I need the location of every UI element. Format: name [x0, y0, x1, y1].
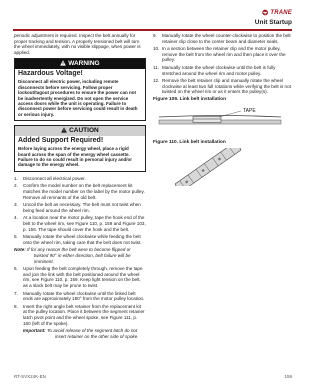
- left-column: [14, 33, 146, 341]
- important-text: To avoid release of the segment latch do not insert retainer on the other side of spoke.: [47, 328, 139, 339]
- warning-header: [15, 59, 145, 69]
- warning-body: Disconnect all electric power, including remote disconnects before servicing. Follow proper lockout/tagout procedures to ensure the power can not be inadvertently energized. Do not open the service access doors while the unit is operating. Failure to disconnect power before servicing could result in death or serious injury.: [18, 79, 138, 117]
- page-number: 159: [284, 374, 292, 379]
- note: [14, 247, 146, 264]
- steps-list-continued: [14, 266, 146, 326]
- header-rule: [13, 29, 292, 31]
- brand-logo: [262, 8, 292, 17]
- list-item: 9. Manually rotate the wheel counter-clockwise to position the belt retainer clip close to the center beam and diameter seals.: [153, 33, 291, 44]
- list-item: 2. Confirm the model number on the belt replacement kit matches the model number on the label by the motor pulley. Remove all remnants of the old belt.: [14, 183, 145, 200]
- section-title: Unit Startup: [254, 19, 292, 26]
- note-text: If for any reason the belt were to become flipped or twisted 90° in either direction, belt failure will be imminent.: [27, 247, 131, 264]
- list-item: 7. Manually rotate the wheel clockwise until the linked belt ends are approximately 180° from the motor pulley location.: [14, 290, 145, 302]
- list-item: 12. Remove the belt retainer clip and manually rotate the wheel clockwise at least two full rotations while verifying the belt is not twisted on the wheel rim or as it enters the pulley(s).: [153, 78, 291, 95]
- warning-triangle-icon: [60, 60, 66, 66]
- caution-label: CAUTION: [69, 127, 99, 135]
- list-item: 4. At a location near the motor pulley, tape the hook end of the belt to the wheel rim, see Figure 110, p. 159 and Figure 103, p. 156. The tape should cover the hook and the belt.: [14, 215, 146, 232]
- warning-title: Hazardous Voltage!: [18, 70, 83, 78]
- warning-label: WARNING: [68, 60, 100, 68]
- caution-box: [14, 125, 146, 172]
- caution-triangle-icon: [61, 127, 67, 133]
- figure-109-caption: Figure 109. Link belt installation: [153, 96, 227, 102]
- right-column: [153, 33, 291, 191]
- figure-109-illustration: [153, 105, 285, 133]
- caution-body: Before laying across the energy wheel, place a rigid board across the span of the energy wheel cassette. Failure to do so could result in personal injury and/or damage to the energy wheel.: [18, 146, 133, 168]
- list-item: 8. Insert the right angle belt retainer from the replacement kit at the pulley location. Place it between the segment retainer latch pivot point and the wheel spoke, see Figure 111, p. 160 (left of the spoke).: [14, 303, 145, 326]
- warning-box: [14, 58, 146, 121]
- important-label: Important:: [23, 328, 46, 334]
- caution-header: [15, 126, 145, 136]
- note-label: Note:: [14, 247, 26, 253]
- tape-label: TAPE: [243, 107, 256, 114]
- steps-list: [14, 176, 146, 246]
- list-item: 6. Upon feeding the belt completely through, remove the tape and join the link with the belt positioned around the wheel rim, see Figure 110, p. 159. Keep light tension on the belt, as a slack belt may be prone to twist.: [14, 266, 143, 288]
- figure-110-illustration: [153, 148, 263, 186]
- important-note: [23, 328, 146, 339]
- intro-paragraph: periodic adjustment is required. Inspect the belt annually for proper tracking and tension. A properly tensioned belt will turn the wheel immediately, with no visible slippage, when power is applied.: [14, 33, 141, 55]
- doc-id: RT-SVX24K-EN: [14, 374, 46, 379]
- figure-110-caption: Figure 110. Link belt installation: [153, 140, 226, 146]
- list-item: 5. Manually rotate the wheel clockwise while feeding the belt onto the wheel rim, taking care that the belt does not twist.: [14, 234, 142, 245]
- steps-list-right: [153, 33, 291, 95]
- list-item: 11. Manually rotate the wheel clockwise until the belt is fully stretched around the wheel rim and motor pulley.: [153, 64, 276, 76]
- caution-title: Added Support Required!: [18, 137, 104, 145]
- brand-name: TRANE: [270, 9, 292, 16]
- list-item: 3. Uncoil the belt as necessary. The belt must not twist when being feed around the wheel rim.: [14, 202, 141, 213]
- list-item: 1. Disconnect all electrical power.: [14, 175, 86, 181]
- list-item: 10. In a section between the retainer clip and the motor pulley, remove the belt from the wheel rim and then place it over the pulley.: [153, 46, 286, 63]
- trane-mark-icon: [262, 9, 268, 16]
